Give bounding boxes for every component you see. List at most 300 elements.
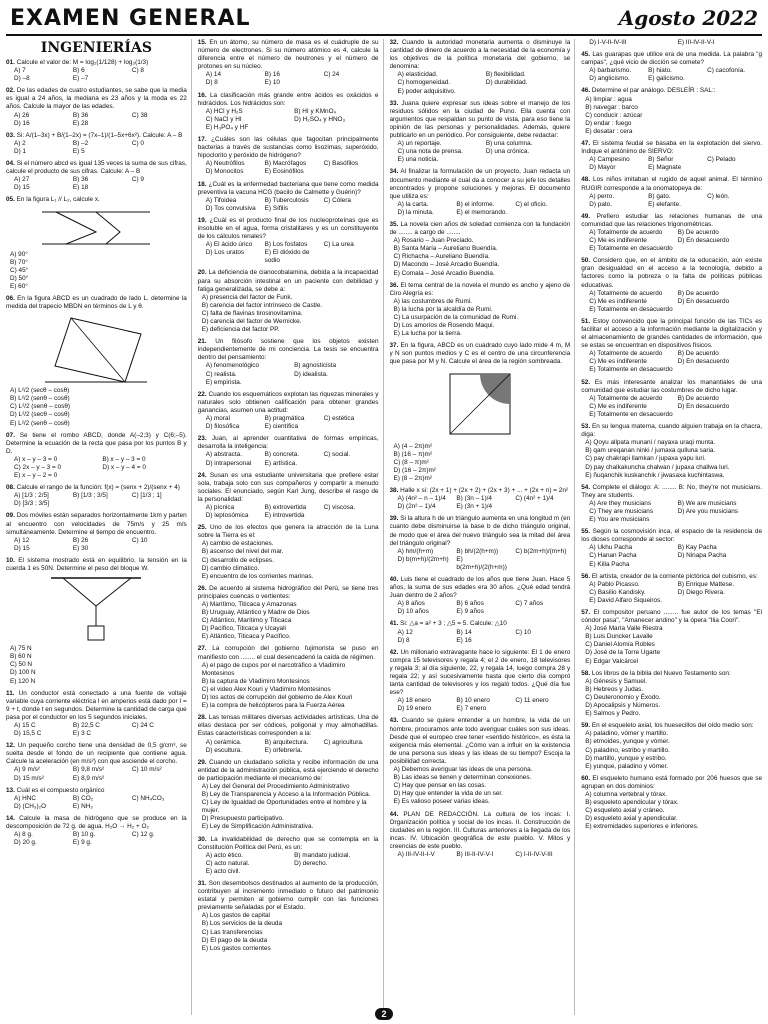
question-number: 35. (389, 220, 399, 228)
question-number: 47. (581, 140, 591, 148)
answer-option: B) 10 enero (456, 697, 490, 705)
answer-option: C) social. (323, 451, 351, 459)
answer-option: D) (CH₃)₂O (14, 802, 47, 810)
answer-option: E) Eosinófilos (264, 168, 304, 176)
answer-option: E) 7 enero (456, 705, 487, 713)
question-number: 28. (197, 714, 207, 722)
answer-option: C) 45° (10, 266, 29, 274)
question-text: La clasificación más grande entre ácidos es oxácidos e hidrácidos. Los hidrácidos son: (197, 91, 379, 107)
answer-options (585, 39, 762, 47)
answer-option: D) –8 (14, 75, 30, 83)
question-item (390, 221, 571, 278)
answer-option: C) el oficio. (515, 200, 548, 208)
answer-option: D) 50° (10, 274, 29, 282)
answer-option: A) 7 (14, 67, 26, 75)
answer-option: C) (4n² + 1)/4 (515, 495, 554, 503)
block-system-figure (41, 574, 151, 644)
answer-option: A) El ácido úrico (205, 241, 253, 249)
question-text: Las tensas militares diversas actividades artísticas. Una de ellas destaca por ser códices, poligonal y muy almohadillas. Estas características corresponden a la: (197, 714, 379, 738)
answer-option: E) desatar : cera (585, 127, 633, 135)
answer-option: E) 30 (72, 544, 89, 552)
question-text: Cuando se quiere entender a un hombre, la vida de un hombre, procuramos ante todo averiguar cuáles son sus ideas. Desde que el europeo cree tener «sentido histórico», es ésta la exigencia más elemental. ¿Cómo van a influir en la existencia de una persona sus ideas y las ideas de su tiempo? Escoja la posibilidad correcta. (389, 717, 571, 765)
question-item (6, 59, 187, 83)
question-stem (198, 269, 379, 293)
answer-option: D) esqueleto axial y apendicular. (585, 815, 678, 823)
answer-option: C) cacofonía. (707, 67, 746, 75)
question-stem (581, 670, 762, 678)
answer-option: C) Me es indiferente (589, 402, 647, 410)
answer-option: E) elefante. (648, 200, 681, 208)
answer-option: C) Me es indiferente (589, 297, 647, 305)
answer-option: D) leptosómica (205, 512, 249, 520)
answer-option: D) pay chalkakuncha chalwan / jupaxa challwa luri. (585, 463, 730, 471)
question-item (390, 168, 571, 217)
answer-option: C) esqueleto axial y cráneo. (585, 807, 665, 815)
answer-option: A) hm/(h+m) (397, 547, 434, 555)
answer-option: D) filosófica (205, 423, 240, 431)
question-text: Halle x si: (2x + 1) + (2x + 2) + (2x + 3) + ... + (2x + n) = 2n² (400, 487, 568, 495)
answer-option: D) Macondo – José Arcadio Buendía. (393, 261, 500, 269)
question-text: Calcule la masa de hidrógeno que se produce en la descomposición de 72 g. de agua. H₂O → H₂ + O₂ (6, 814, 187, 830)
answer-option: B) una columna. (485, 140, 533, 148)
answer-option: A) Marítimo, Titicaca y Amazonas (201, 601, 297, 608)
answer-option: C) el video Alex Kouri y Vladimiro Montesinos (201, 685, 331, 693)
column-3 (390, 39, 576, 1015)
question-text: Si: A/(1–3x) + B/(1–2x) = (7x–1)/(1–5x+6x²). Calcule: A – B (16, 131, 183, 139)
question-stem (6, 690, 187, 722)
question-text: Si el número abcd es igual 135 veces la suma de sus cifras, calcule el producto de sus cifras. Calcule: A – B (6, 160, 187, 176)
question-number: 33. (389, 99, 399, 107)
answer-option: A) HNC (14, 794, 37, 802)
answer-options (198, 601, 379, 641)
question-number: 21. (197, 338, 207, 346)
answer-option: E) Magnate (648, 164, 682, 172)
answer-option: C) 24 (323, 71, 340, 79)
answer-option: C) Deuteronomio y Éxodo. (585, 693, 661, 701)
answer-options (10, 722, 187, 738)
question-text: Uno de los efectos que genera la atracción de la Luna sobre la Tierra es el: (197, 524, 379, 540)
answer-options (10, 795, 187, 811)
question-text: Cuando la autoridad monetaria aumenta o disminuye la cantidad de dinero de acuerdo a la necesidad de la economía y los objetivos de la política monetaria del gobierno, se denomina: (389, 39, 571, 71)
question-stem (198, 435, 379, 451)
answer-options (581, 791, 762, 831)
question-item (198, 714, 379, 754)
question-item (581, 87, 762, 136)
answer-options (585, 67, 762, 83)
answer-option: C) desarrollo de eclipses. (201, 556, 274, 564)
answer-option: D) 15 m/s² (14, 774, 44, 782)
answer-option: D) Apocalipsis y Números. (585, 702, 661, 710)
answer-option: A) Totalmente de acuerdo (589, 350, 663, 358)
answer-option: C) 0 (131, 139, 144, 147)
answer-option: D) 19 enero (397, 705, 432, 713)
question-stem (6, 196, 187, 204)
question-stem (6, 132, 187, 140)
answer-options (585, 156, 762, 172)
question-stem (581, 51, 762, 67)
question-number: 39. (389, 515, 399, 523)
answer-options (202, 108, 379, 132)
answer-option: B) Santa María – Aureliano Buendía. (393, 245, 498, 253)
question-number: 31. (197, 880, 207, 887)
answer-option: B) 6 años (456, 600, 484, 608)
question-item (581, 484, 762, 524)
question-stem (390, 576, 571, 600)
question-text: Luis tiene el cuadrado de los años que tiene Juan. Hace 5 años, la suma de sus edades era 30 años. ¿Qué edad tendrá Juan dentro de 2 años? (389, 575, 571, 600)
question-stem (198, 524, 379, 540)
question-stem (390, 282, 571, 298)
question-stem (390, 515, 571, 547)
answer-option: B) 16 (264, 71, 280, 79)
answer-option: A) elasticidad. (397, 71, 438, 79)
answer-option: D) I-V-II-IV-III (589, 39, 627, 46)
answer-option: C) Hanan Pacha (589, 552, 637, 560)
answer-option: C) conducir : azúcar (585, 111, 643, 119)
question-number: 41. (389, 620, 399, 628)
answer-option: E) 120 N (10, 677, 36, 685)
question-number: 02. (6, 87, 15, 95)
answer-options (394, 201, 571, 217)
answer-option: D) intrapersonal (205, 459, 252, 467)
question-text: Determine el par análogo. DESLEÍR : SAL:: (591, 87, 716, 95)
answer-option: D) Ninapa Pacha (677, 552, 727, 560)
answer-option: D) El pago de la deuda (201, 936, 268, 944)
answer-option: C) estética (323, 415, 355, 423)
answer-option: E) L²/2 (senθ – cosθ) (10, 419, 70, 427)
answer-options (198, 783, 379, 832)
answer-option: C) I-II-IV-V-III (515, 850, 553, 858)
answer-option: A) limpiar : agua (585, 95, 632, 103)
answer-option: A) Debemos averiguar las ideas de una persona. (393, 766, 533, 774)
question-stem (198, 880, 379, 912)
answer-option: E) (3n + 1)/4 (456, 503, 493, 511)
question-number: 01. (6, 59, 15, 66)
answer-options (10, 67, 187, 83)
answer-option: E) b(2m+h)/(2(h+m)) (456, 555, 507, 571)
question-text: El sistema mostrado está en equilibrio, la tensión en la cuerda 1 es 50N. Determine el peso del bloque W. (6, 556, 187, 573)
answer-option: E) Sífilis (264, 204, 289, 212)
question-stem (390, 342, 571, 366)
answer-options (10, 176, 187, 192)
answer-option: E) La lucha por la tierra. (393, 330, 462, 338)
answer-option: A) 90° (10, 250, 28, 258)
question-stem (390, 221, 571, 237)
question-number: 27. (197, 645, 207, 653)
answer-option: D) L²/2 (secθ – cosθ) (10, 411, 70, 419)
answer-option: A) Tifoidea (205, 196, 237, 204)
question-number: 30. (197, 835, 207, 843)
answer-option: B) arquitectura. (264, 738, 309, 746)
shaded-square-figure (440, 368, 520, 442)
answer-option: B) Macrófagos (264, 160, 307, 168)
answer-option: D) 20 g. (14, 839, 37, 847)
question-text: Calcule el valor de: M = log₂(1/128) + log₃(1/3) (16, 59, 149, 66)
question-item (581, 609, 762, 666)
question-item (6, 87, 187, 127)
answer-option: A) 18 enero (397, 697, 431, 705)
question-number: 38. (389, 487, 399, 495)
question-stem (581, 140, 762, 156)
answer-options (581, 96, 762, 136)
answer-option: E) introvertida (264, 512, 305, 520)
question-text: Juana quiere expresar sus ideas sobre el manejo de los residuos sólidos en la ciudad de Puno. Ella cuenta con argumentos que respaldan su punto de vista, para eso tiene la opinión de las personas y personalidades. Además, quiere publicarlo en un periódico. Por consiguiente, debe redactar: (389, 99, 571, 140)
answer-options (394, 71, 571, 95)
question-number: 53. (581, 423, 591, 431)
answer-option: E) El dióxido de sodio (264, 249, 310, 265)
question-item (198, 759, 379, 832)
answer-option: E) orfebrería. (264, 746, 303, 754)
answer-option: C) una nota de prensa. (397, 148, 463, 156)
answer-options (585, 350, 762, 374)
answer-option: D) Pacífico, Titicaca y Ucayali (201, 625, 286, 633)
answer-option: B) navegar : barco (585, 103, 638, 111)
question-stem (581, 176, 762, 192)
answer-option: C) La usurpación de la comunidad de Rumi. (393, 314, 519, 321)
answer-options (202, 241, 379, 265)
question-item (6, 512, 187, 552)
answer-option: D) En desacuerdo (677, 402, 730, 410)
question-number: 60. (581, 774, 591, 782)
column-4 (581, 39, 762, 1015)
question-text: Los niños imitaban el rugido de aquel animal. El término RUGIR corresponde a la onomatopeya de: (581, 176, 762, 192)
question-item (6, 787, 187, 811)
question-number: 52. (581, 378, 591, 386)
question-stem (198, 39, 379, 71)
question-number: 05. (6, 196, 15, 204)
question-item (581, 670, 762, 719)
answer-option: A) 8 g. (14, 831, 33, 839)
answer-option: E) Atlántico, Titicaca y Pacífico. (201, 633, 291, 641)
answer-option: E) 18 (72, 184, 89, 192)
page-header (6, 4, 762, 36)
answer-option: B) Señor (648, 156, 674, 164)
question-item (198, 524, 379, 581)
answer-options (198, 912, 379, 952)
answer-option: A) la carta. (397, 200, 429, 208)
answer-option: B) extrovertida (264, 503, 307, 511)
question-number: 55. (581, 528, 591, 536)
answer-option: E) (8 – 2π)m² (393, 474, 432, 482)
answer-option: A) perro. (589, 192, 615, 200)
question-item (6, 484, 187, 508)
question-number: 49. (581, 212, 591, 220)
question-text: Son desembolsos destinados al aumento de la producción, contribuyen al incremento inmediato o futuro del patrimonio estatal y permiten al gobierno cumplir con las funciones previamente señaladas por el Estado. (197, 880, 379, 912)
question-item (198, 836, 379, 876)
answer-option: B) Los servicios de la deuda (201, 920, 283, 928)
question-item (6, 160, 187, 192)
answer-option: C) Daniel Alomía Robles (585, 641, 655, 649)
answer-option: C) Basófilos (323, 160, 359, 168)
answer-option: B) –2 (72, 139, 89, 147)
question-item (198, 391, 379, 431)
question-stem (6, 742, 187, 766)
answer-option: A) 75 N (10, 645, 32, 653)
question-number: 23. (197, 435, 207, 443)
question-stem (581, 573, 762, 581)
question-number: 34. (389, 168, 399, 176)
answer-options (585, 500, 762, 524)
answer-option: D) Los amoríos de Rosendo Maqui. (393, 322, 495, 330)
answer-option: D) x – y – 4 = 0 (102, 464, 146, 471)
answer-option: E) –7 (72, 75, 89, 83)
answer-option: B) De acuerdo (677, 289, 719, 297)
answer-option: D) Hay que entender la vida de un ser. (393, 790, 503, 798)
answer-option: A) 12 (14, 536, 30, 544)
question-item (581, 528, 762, 568)
question-text: Un filósofo sostiene que los objetos existen independientemente de mi conciencia. La tesis se encuentra dentro del pensamiento: (197, 338, 379, 362)
answer-option: E) Es valioso poseer varias ideas. (393, 798, 490, 806)
answer-option: A) Totalmente de acuerdo (589, 289, 663, 297)
answer-option: D) Presupuesto participativo. (201, 815, 284, 823)
answer-option: D) endar : fuego (585, 119, 632, 127)
answer-option: E) una noticia. (397, 156, 439, 164)
question-item (198, 338, 379, 387)
answer-option: C) falta de flavinas tirosinovitamina. (201, 309, 303, 317)
answer-option: A) 27 (14, 176, 30, 184)
answer-option: D) la minuta. (397, 208, 434, 216)
question-item (581, 39, 762, 47)
answer-option: B) 70° (10, 258, 28, 266)
answer-options (10, 456, 187, 480)
question-number: 44. (389, 810, 399, 818)
answer-options (581, 439, 762, 479)
answer-option: C) 10 (131, 536, 148, 544)
answer-option: C) Hay que pensar en las cosas. (393, 782, 487, 790)
answer-option: D) (2n² – 1)/4 (397, 503, 436, 511)
exam-title: EXAMEN GENERAL (10, 6, 251, 31)
answer-option: C) 50 N (10, 661, 33, 669)
question-item (6, 132, 187, 156)
question-text: Cuando los esquemáticos explotan las riquezas minerales y naturales solo obtienen calificación para obtener grandes ganancias, asumen una actitud: (197, 390, 379, 414)
answer-option: D) H₂SO₄ y HNO₃ (294, 115, 346, 123)
answer-option: E) acto civil. (205, 867, 241, 875)
answer-option: A) (4n² – n – 1)/4 (397, 495, 446, 503)
answer-option: C) L²/2 (senθ – cosθ) (10, 403, 71, 411)
question-text: Estoy convencido que la principal función de las TICs es facilitar el acceso a la información mediante la digitalización y el almacenamiento de grandes cantidades de información, que se estas se encuentran en dispositivos físicos. (581, 317, 762, 350)
question-stem (390, 168, 571, 200)
answer-option: C) La urea (323, 241, 354, 249)
question-item (581, 775, 762, 832)
answer-option: D) b(m+h)/(2m+h) (397, 555, 449, 563)
answer-option: B) flexibilidad. (485, 71, 526, 79)
answer-option: C) Pelado (707, 156, 736, 164)
answer-option: C) acto natural. (205, 859, 250, 867)
question-text: Es más interesante analizar los manantiales de una comunidad que estudiar las costumbres de dicho lugar. (581, 378, 762, 394)
answer-options (10, 140, 187, 156)
answer-option: D) martillo, yunque y estribo. (585, 754, 667, 762)
answer-option: D) 10 años (397, 608, 429, 616)
question-stem (581, 379, 762, 395)
answer-option: A) el pago de cupos por el narcotráfico a Vladimiro Montesinos (201, 661, 346, 677)
answer-options (581, 678, 762, 718)
question-text: El sistema feudal se basaba en la explotación del siervo. Indique el antónimo de SIERVO: (581, 140, 762, 156)
answer-options (202, 197, 379, 213)
question-item (198, 472, 379, 521)
answer-option: A) moral (205, 415, 230, 423)
answer-option: D) Los uratos (205, 249, 245, 257)
question-number: 40. (389, 575, 399, 583)
question-item (581, 573, 762, 605)
question-text: En la figura, ABCD es un cuadrado cuyo lado mide 4 m, M y N son puntos medios y C es el centro de una circunferencia que pasa por M y N. Calcule el área de la región sombreada. (389, 342, 571, 366)
answer-option: A) cambio de estaciones. (201, 540, 274, 548)
answer-option: E) científica (264, 423, 299, 431)
question-number: 42. (389, 648, 399, 656)
question-number: 06. (6, 294, 15, 302)
answer-options (202, 451, 379, 467)
answer-option: B) Tuberculosis (264, 196, 309, 204)
answer-option: B) 36 (72, 111, 89, 119)
answer-option: E) 3 C (72, 730, 92, 738)
answer-option: B) pragmática (264, 415, 305, 423)
answer-option: A) abstracta. (205, 451, 242, 459)
question-item (198, 880, 379, 953)
question-item (390, 717, 571, 806)
answer-option: B) (16 – π)m² (393, 450, 432, 458)
question-text: ¿Cuáles son las células que fagocitan principalmente bacterias a través de sustancias como lisozimas, superóxido, hipoclorito y peróxido de hidrógeno? (197, 136, 379, 160)
question-text: ¿Cuál es el producto final de los nucleoproteínas que es insoluble en el agua, forma cristalitares y es un constituyente de los cálculos renales? (197, 216, 379, 241)
answer-option: B) CO₂ (72, 794, 94, 802)
question-text: Juan, al aprender cuantitativa de formas empíricas, desarrolla la inteligencia: (197, 435, 379, 451)
question-item (198, 39, 379, 88)
answer-option: D) [3/3 ; 3/5] (14, 500, 50, 508)
answer-option: A) Pablo Picasso. (589, 580, 640, 588)
question-item (390, 576, 571, 616)
question-item (390, 620, 571, 644)
question-stem (581, 423, 762, 439)
question-item (581, 51, 762, 83)
answer-options (202, 71, 379, 87)
answer-option: C) They are musicians (589, 507, 654, 515)
question-stem (198, 181, 379, 197)
question-text: Las guarapas que utilice era de una medida. La palabra "g campas", ¿qué vicio de dicción se comete? (581, 51, 762, 67)
question-text: Un conductor está conectado a una fuente de voltaje variable cuya corriente eléctrica I en amperios está dado por I = 9 + t, donde t en segundos. Determine la cantidad de carga que pasa por el conductor en los 5 segundos iniciales. (6, 689, 187, 721)
answer-option: C) [1/3 ; 1] (131, 492, 162, 500)
answer-option: A) fenomenológico (205, 362, 260, 370)
answer-option: E) 60° (10, 282, 28, 290)
question-stem (198, 714, 379, 738)
question-item (6, 690, 187, 739)
answer-option: B) 36 (72, 176, 89, 184)
question-text: Susan es una estudiante universitaria que prefiere estar sola, trabaja solo con sus compañeros y compartir a menudo sociales. El enunciado, según Karl Jung, describe el rasgo de la personalidad: (197, 471, 379, 503)
question-number: 13. (6, 786, 15, 794)
answer-option: B) etmoides, yunque y vómer. (585, 738, 670, 746)
answer-option: B) Hebreos y Judas. (585, 685, 644, 693)
question-stem (581, 528, 762, 544)
question-text: Prefiero estudiar las relaciones humanas de una comunidad que las relaciones trigonométricas. (581, 212, 762, 228)
answer-option: C) Me es indiferente (589, 237, 647, 245)
answer-option: C) león. (707, 192, 730, 200)
answer-option: E) You are musicians (589, 516, 650, 524)
question-text: Si: △a = a² + 3 ; △5 = 5. Calcule: △10 (400, 620, 507, 628)
question-number: 32. (389, 39, 399, 46)
answer-option: E) encuentro de los corrientes marinas. (201, 572, 314, 580)
question-number: 43. (389, 717, 399, 725)
answer-option: D) Tos convulsiva (205, 204, 256, 212)
answer-option: D) 15 (14, 544, 30, 552)
answer-option: A) 15 C (14, 721, 36, 729)
question-item (6, 196, 187, 291)
answer-option: E) x – y – 2 = 0 (14, 472, 58, 480)
question-text: El artista, creador de la corriente pictórica del cubismo, es: (591, 572, 758, 580)
answer-options (585, 395, 762, 419)
answer-option: C) 10 m/s² (131, 766, 162, 774)
question-text: En el esqueleto axial, los huesecillos del oído medio son: (591, 722, 754, 730)
answer-option: E) Totalmente en desacuerdo (589, 410, 673, 418)
question-number: 51. (581, 317, 591, 325)
question-number: 36. (389, 281, 399, 289)
question-stem (581, 609, 762, 625)
answer-option: E) Edgar Valcárcel (585, 657, 639, 665)
